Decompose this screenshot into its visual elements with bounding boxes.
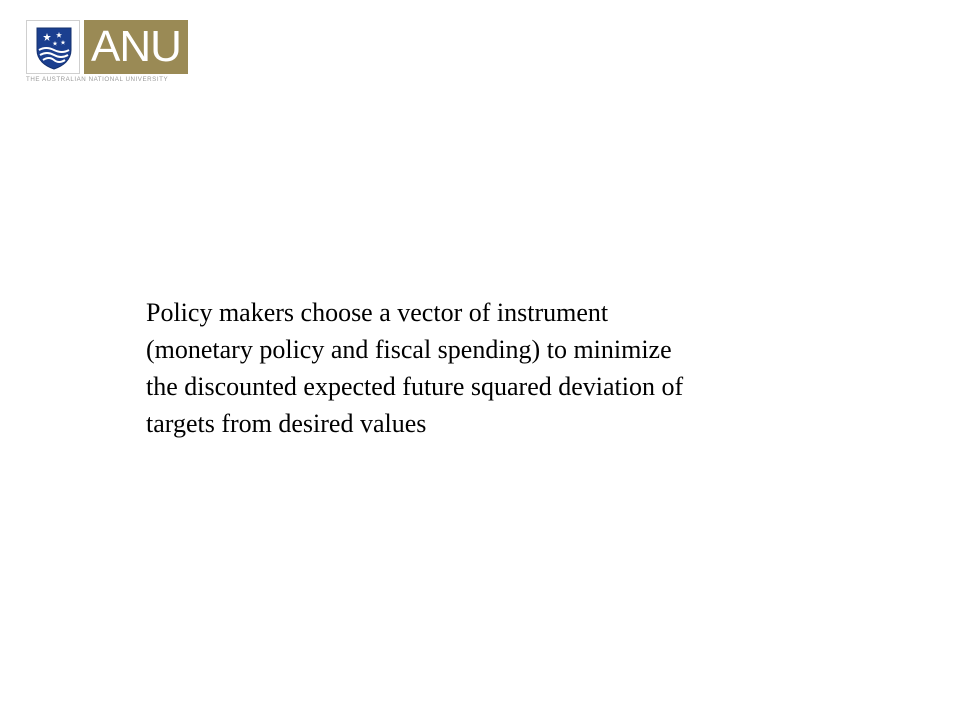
body-line: the discounted expected future squared deviation of [146, 372, 684, 401]
wordmark-box [84, 20, 188, 74]
university-crest-icon [35, 26, 73, 70]
slide-body-text [146, 294, 846, 442]
crest-box [26, 20, 80, 74]
logo-subtitle: THE AUSTRALIAN NATIONAL UNIVERSITY [26, 76, 169, 83]
body-line: targets from desired values [146, 409, 427, 438]
anu-logo [24, 16, 190, 92]
body-line: (monetary policy and fiscal spending) to minimize [146, 335, 672, 364]
body-line: Policy makers choose a vector of instrument [146, 298, 609, 327]
logo-wordmark: ANU [91, 22, 181, 71]
